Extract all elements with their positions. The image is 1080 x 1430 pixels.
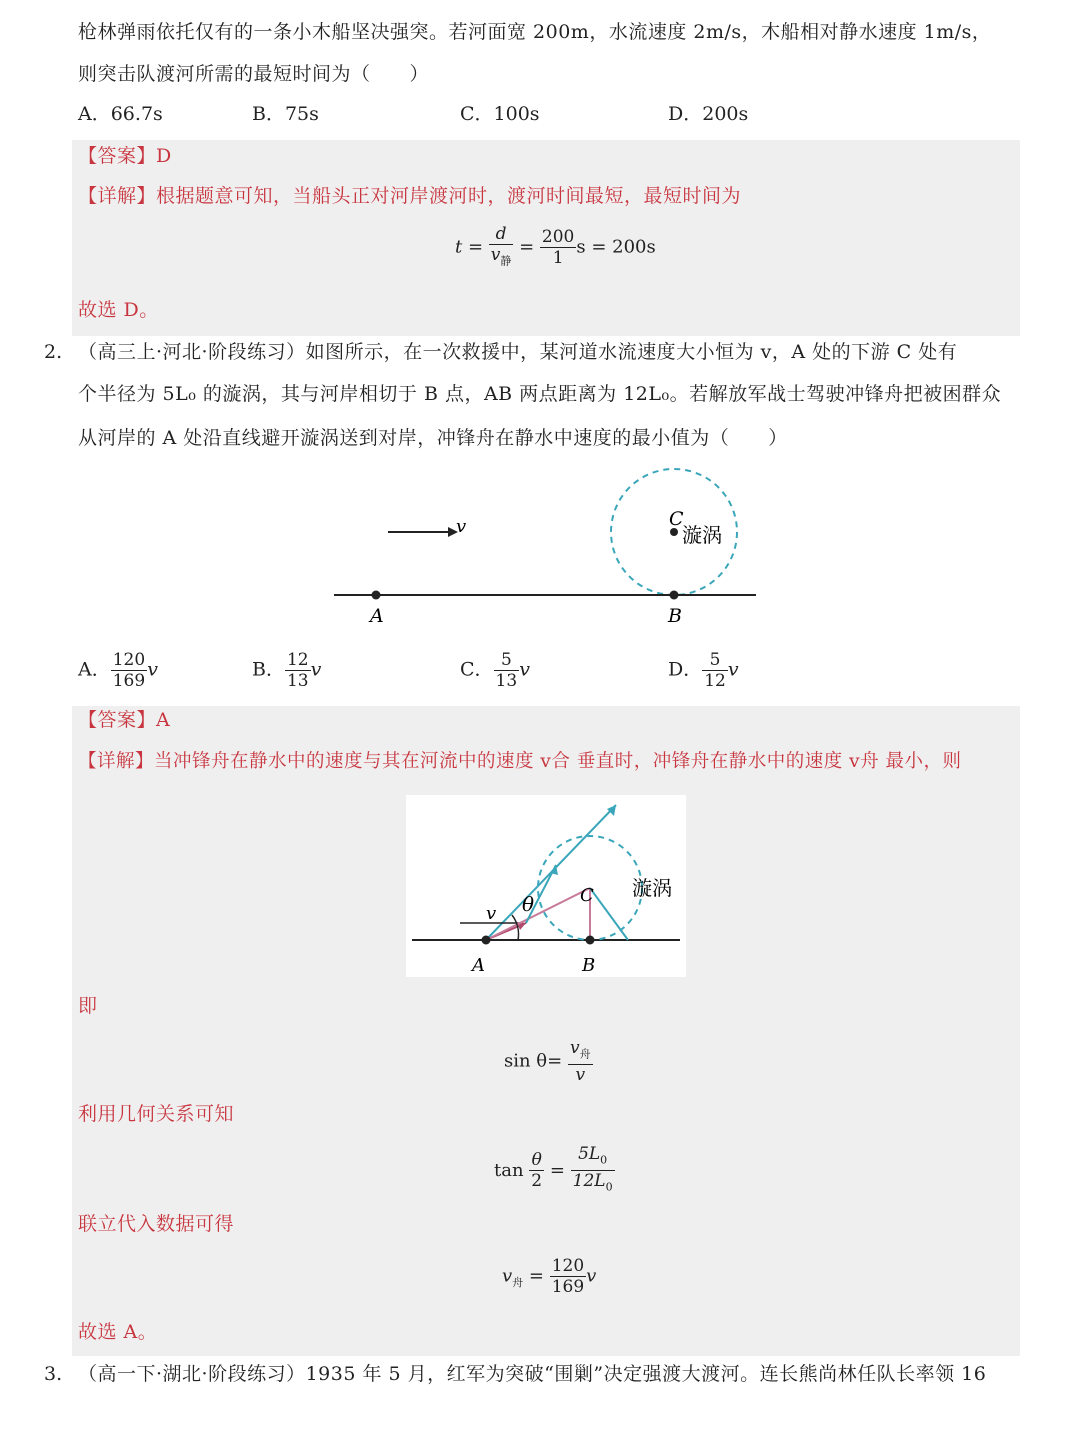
c-label: C xyxy=(669,508,684,530)
q1-detail: 【详解】根据题意可知，当船头正对河岸渡河时，渡河时间最短，最短时间为 xyxy=(78,185,742,207)
q3-stem-line1: （高一下·湖北·阶段练习）1935 年 5 月，红军为突破“围剿”决定强渡大渡河。连长熊尚林任队长率领 16 xyxy=(78,1363,987,1385)
q2-step2: 利用几何关系可知 xyxy=(78,1103,235,1125)
q1-option-c: C．100s xyxy=(460,103,540,125)
q1-answer: 【答案】D xyxy=(78,145,172,167)
q2-option-a: A． $\frac{120}{169}$ v xyxy=(78,650,158,691)
q2-detail: 【详解】当冲锋舟在静水中的速度与其在河流中的速度 v合 垂直时，冲锋舟在静水中的速度 v舟 最小，则 xyxy=(78,751,962,772)
q1-option-d: D．200s xyxy=(668,103,749,125)
q2-step1: 即 xyxy=(78,995,98,1017)
point-a xyxy=(482,936,491,945)
point-b xyxy=(586,936,595,945)
q3-number: 3. xyxy=(44,1363,63,1385)
q2-stem-line2: 个半径为 5L₀ 的漩涡，其与河岸相切于 B 点，AB 两点距离为 12L₀。若解放军战士驾驶冲锋舟把被困群众 xyxy=(78,383,1002,405)
q2-figure xyxy=(330,460,770,632)
q1-option-b: B．75s xyxy=(252,103,319,125)
point-b xyxy=(670,591,679,600)
q2-option-d: D． $\frac{5}{12}$ v xyxy=(668,650,739,691)
q2-option-c: C． $\frac{5}{13}$ v xyxy=(460,650,530,691)
q1-stem-line1: 枪林弹雨依托仅有的一条小木船坚决强突。若河面宽 200m，水流速度 2m/s，木船相对静水速度 1m/s， xyxy=(78,21,992,43)
b-label: B xyxy=(668,605,682,627)
theta-label: θ xyxy=(522,892,535,916)
q2-conclusion: 故选 A。 xyxy=(78,1321,158,1343)
vortex-label: 漩涡 xyxy=(682,523,722,547)
q2-formula2: tan $\frac{\theta}{2}$ = $\frac{5L_0}{12L_0}$ xyxy=(494,1144,613,1194)
q2-answer: 【答案】A xyxy=(78,709,171,731)
a-label: A xyxy=(472,955,485,976)
q2-solution-figure xyxy=(406,795,686,977)
q1-formula: t = $\frac{d}{v_静}$ = $\frac{200}{1}$ s = 200s xyxy=(455,224,656,269)
vortex-label: 漩涡 xyxy=(632,876,672,900)
q2-formula1: sin θ= $\frac{v_舟}{v}$ xyxy=(504,1038,591,1086)
q1-conclusion: 故选 D。 xyxy=(78,299,159,321)
q2-stem-line3: 从河岸的 A 处沿直线避开漩涡送到对岸，冲锋舟在静水中速度的最小值为（ ） xyxy=(78,427,788,449)
q1-stem-line2: 则突击队渡河所需的最短时间为（ ） xyxy=(78,63,430,85)
flow-label: v xyxy=(456,516,467,537)
q2-number: 2. xyxy=(44,341,63,363)
q2-formula3: $v_舟$ = $\frac{120}{169}$ v xyxy=(502,1256,597,1297)
point-a xyxy=(372,591,381,600)
v-label: v xyxy=(486,903,497,924)
q2-option-b: B． $\frac{12}{13}$ v xyxy=(252,650,322,691)
c-label: C xyxy=(580,885,594,906)
q2-stem-line1: （高三上·河北·阶段练习）如图所示，在一次救援中，某河道水流速度大小恒为 v，A 处的下游 C 处有 xyxy=(78,341,958,363)
a-label: A xyxy=(370,605,384,627)
q2-step3: 联立代入数据可得 xyxy=(78,1213,235,1235)
q1-option-a: A．66.7s xyxy=(78,103,163,125)
b-label: B xyxy=(582,955,596,976)
